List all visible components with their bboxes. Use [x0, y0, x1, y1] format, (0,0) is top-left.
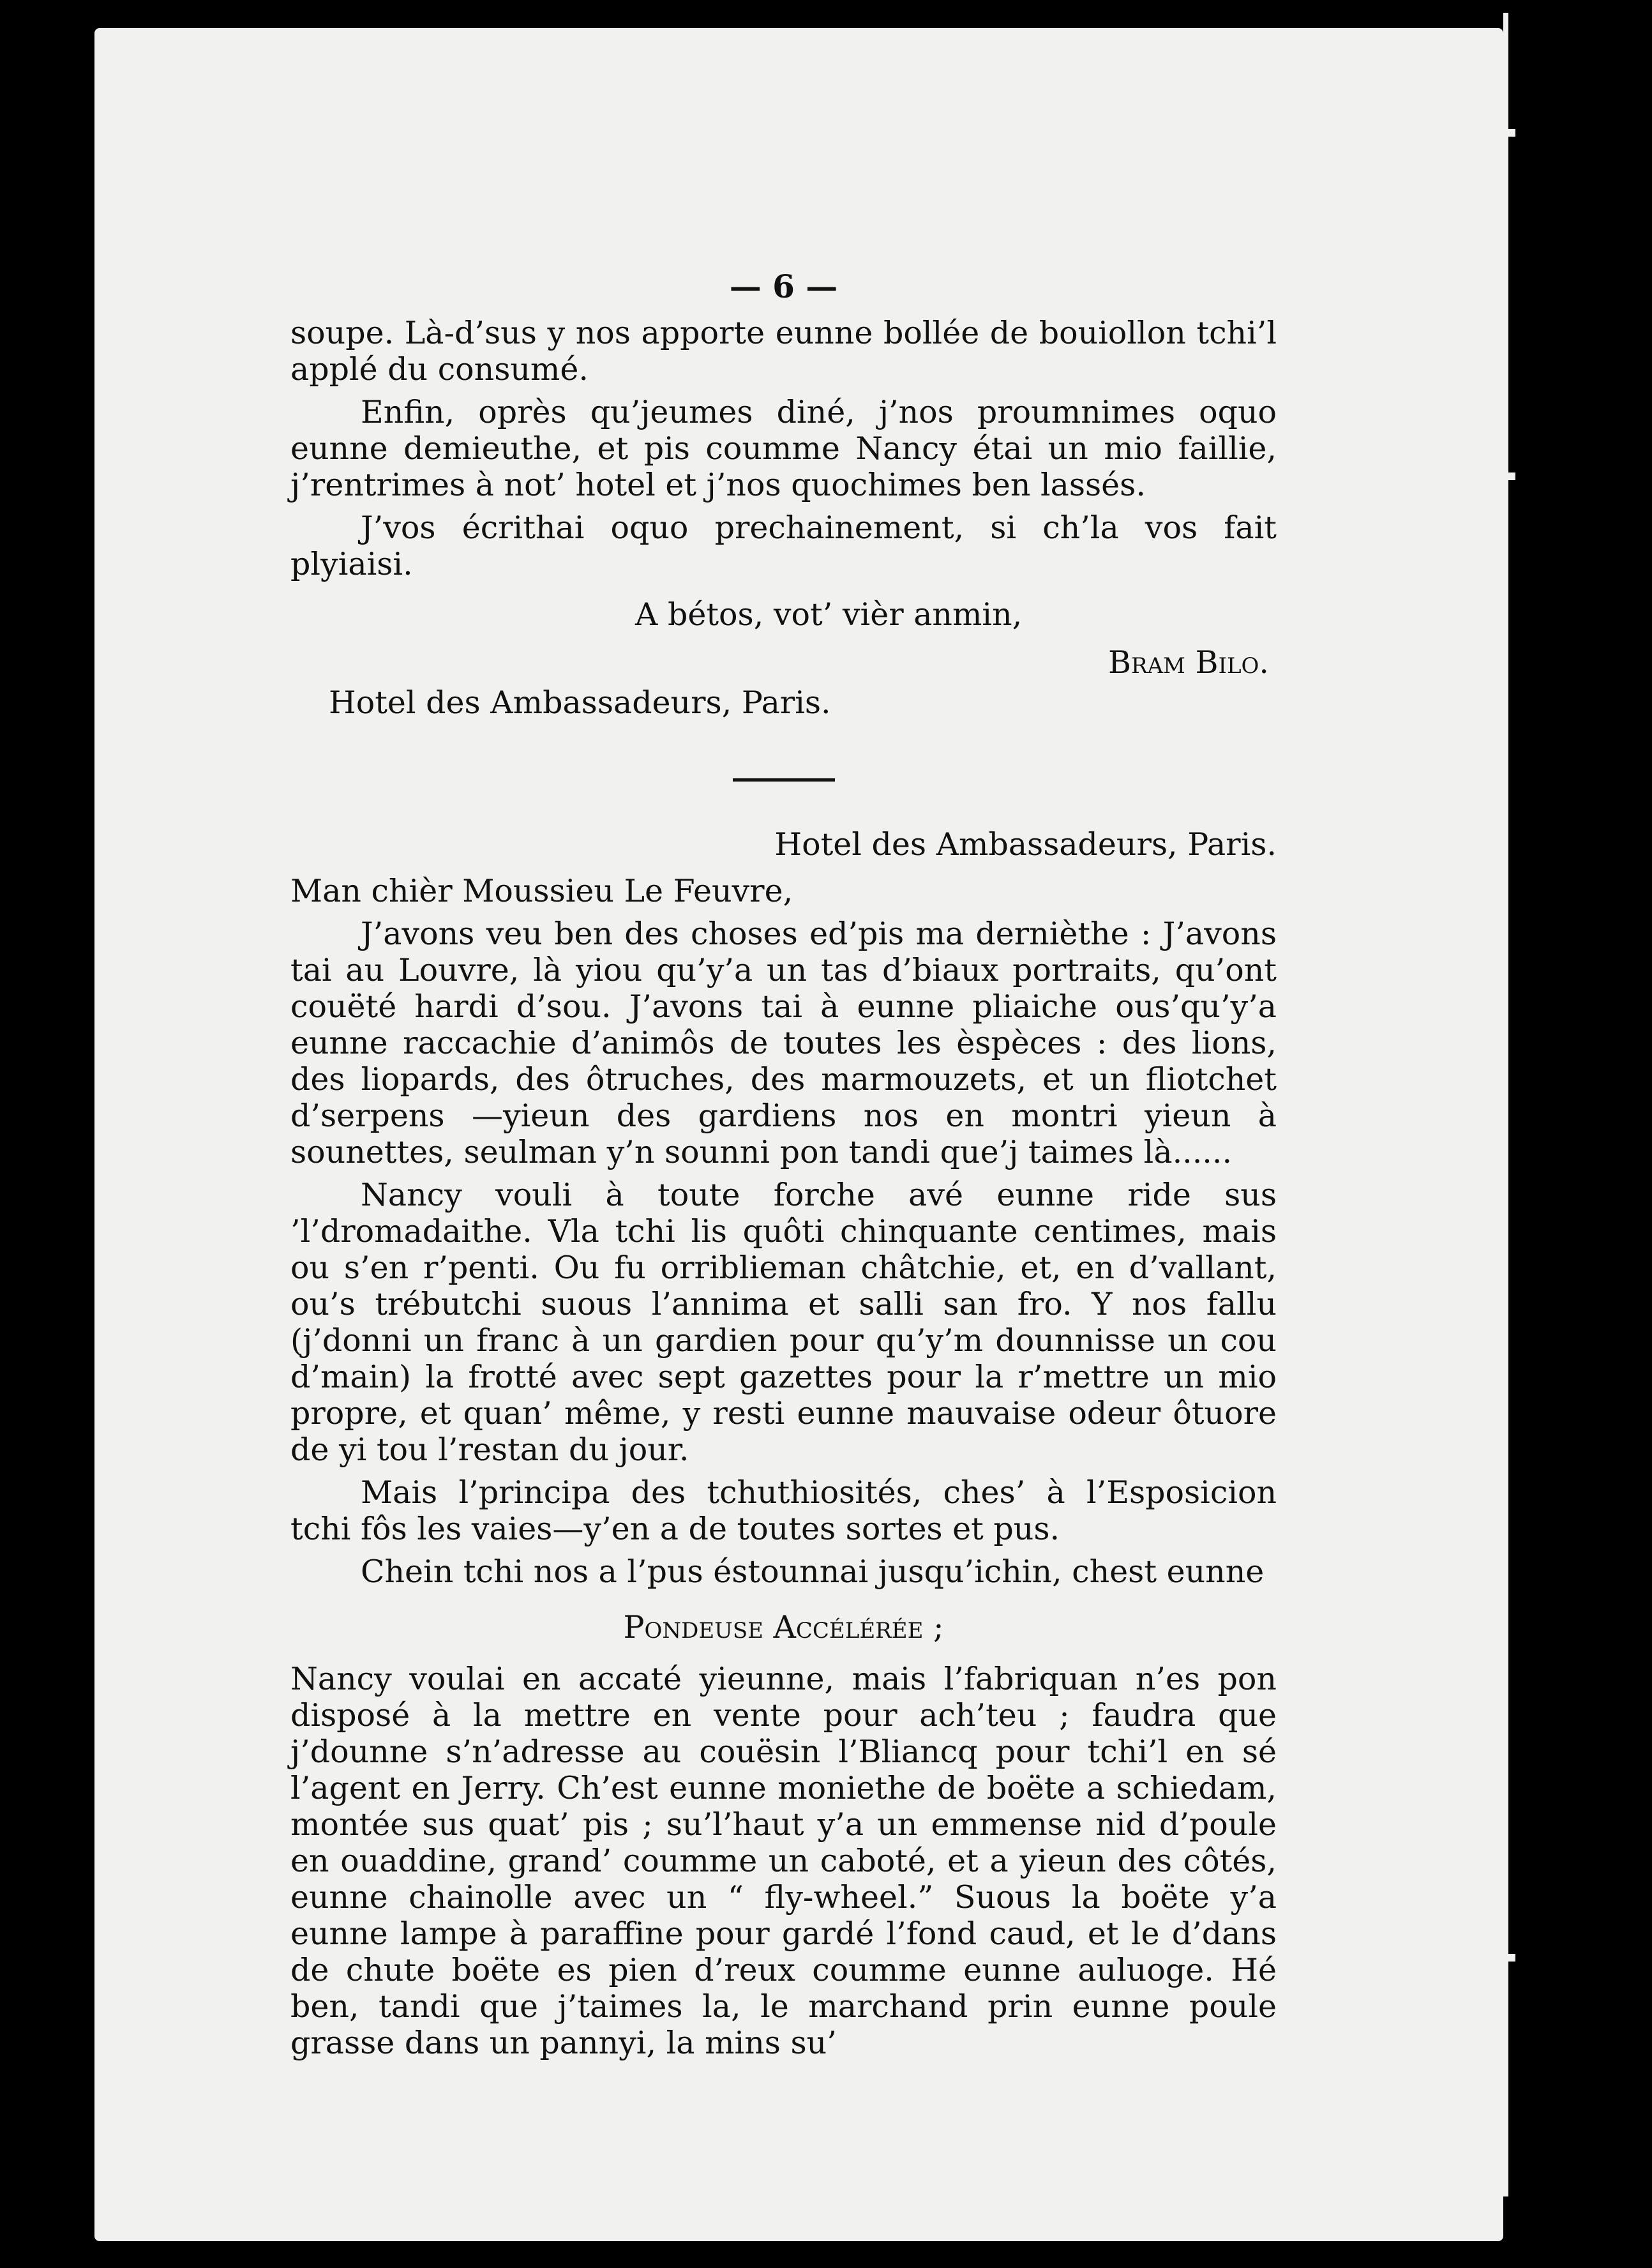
section-divider	[733, 778, 835, 782]
letter-closing: A bétos, vot’ vièr anmin,	[635, 596, 1023, 633]
letter-heading-place: Hotel des Ambassadeurs, Paris.	[774, 826, 1277, 863]
page-text	[290, 268, 1277, 2068]
centered-heading: Pondeuse Accélérée ;	[623, 1609, 944, 1645]
paragraph: Nancy vouli à toute forche avé eunne ride sus ’l’dromadaithe. Vla tchi lis quôti chinquante centimes, mais ou s’en r’penti. Ou fu orriblieman châtchie, et, en d’vallant, ou’s trébutchi suous l’annima et salli san fro. Y nos fallu (j’donni un franc à un gardien pour qu’y’m dounnisse un cou d’main) la frotté avec sept gazettes pour la r’mettre un mio propre, et quan’ même, y resti eunne mauvaise odeur ôtuore de yi tou l’restan du jour.	[290, 1177, 1277, 1468]
paragraph: Mais l’principa des tchuthiosités, ches’ à l’Esposicion tchi fôs les vaies—y’en a de toutes sortes et pus.	[290, 1474, 1277, 1547]
page-number: — 6 —	[729, 268, 838, 305]
page-edge-line	[1503, 13, 1508, 2196]
paragraph: Chein tchi nos a l’pus éstounnai jusqu’ichin, chest eunne	[361, 1554, 1265, 1590]
paragraph: J’avons veu ben des choses ed’pis ma dernièthe : J’avons tai au Louvre, là yiou qu’y’a un tas d’biaux portraits, qu’ont couëté hardi d’sou. J’avons tai à eunne pliaiche ous’qu’y’a eunne raccachie d’animôs de toutes les èspèces : des lions, des liopards, des ôtruches, des marmouzets, et un fliotchet d’serpens —yieun des gardiens nos en montri yieun à sounettes, seulman y’n sounni pon tandi que’j taimes là......	[290, 916, 1277, 1170]
salutation: Man chièr Moussieu Le Feuvre,	[290, 873, 793, 909]
paragraph: Enfin, oprès qu’jeumes diné, j’nos proumnimes oquo eunne demieuthe, et pis coumme Nancy étai un mio faillie, j’rentrimes à not’ hotel et j’nos quochimes ben lassés.	[290, 394, 1277, 503]
paragraph: soupe. Là-d’sus y nos apporte eunne bollée de bouiollon tchi’l applé du consumé.	[290, 315, 1277, 388]
letter-signature: Bram Bilo.	[1108, 644, 1269, 681]
letter-place: Hotel des Ambassadeurs, Paris.	[329, 684, 831, 721]
paragraph: Nancy voulai en accaté yieunne, mais l’fabriquan n’es pon disposé à la mettre en vente pour ach’teu ; faudra que j’dounne s’n’adresse au couësin l’Bliancq pour tchi’l en sé l’agent en Jerry. Ch’est eunne moniethe de boëte a schiedam, montée sus quat’ pis ; su’l’haut y’a un emmense nid d’poule en ouaddine, grand’ coumme un caboté, et a yieun des côtés, eunne chainolle avec un “ fly-wheel.” Suous la boëte y’a eunne lampe à paraffine pour gardé l’fond caud, et le d’dans de chute boëte es pien d’reux coumme eunne auluoge. Hé ben, tandi que j’taimes la, le marchand prin eunne poule grasse dans un pannyi, la mins su’	[290, 1661, 1277, 2061]
paragraph: J’vos écrithai oquo prechainement, si ch’la vos fait plyiaisi.	[290, 510, 1277, 582]
